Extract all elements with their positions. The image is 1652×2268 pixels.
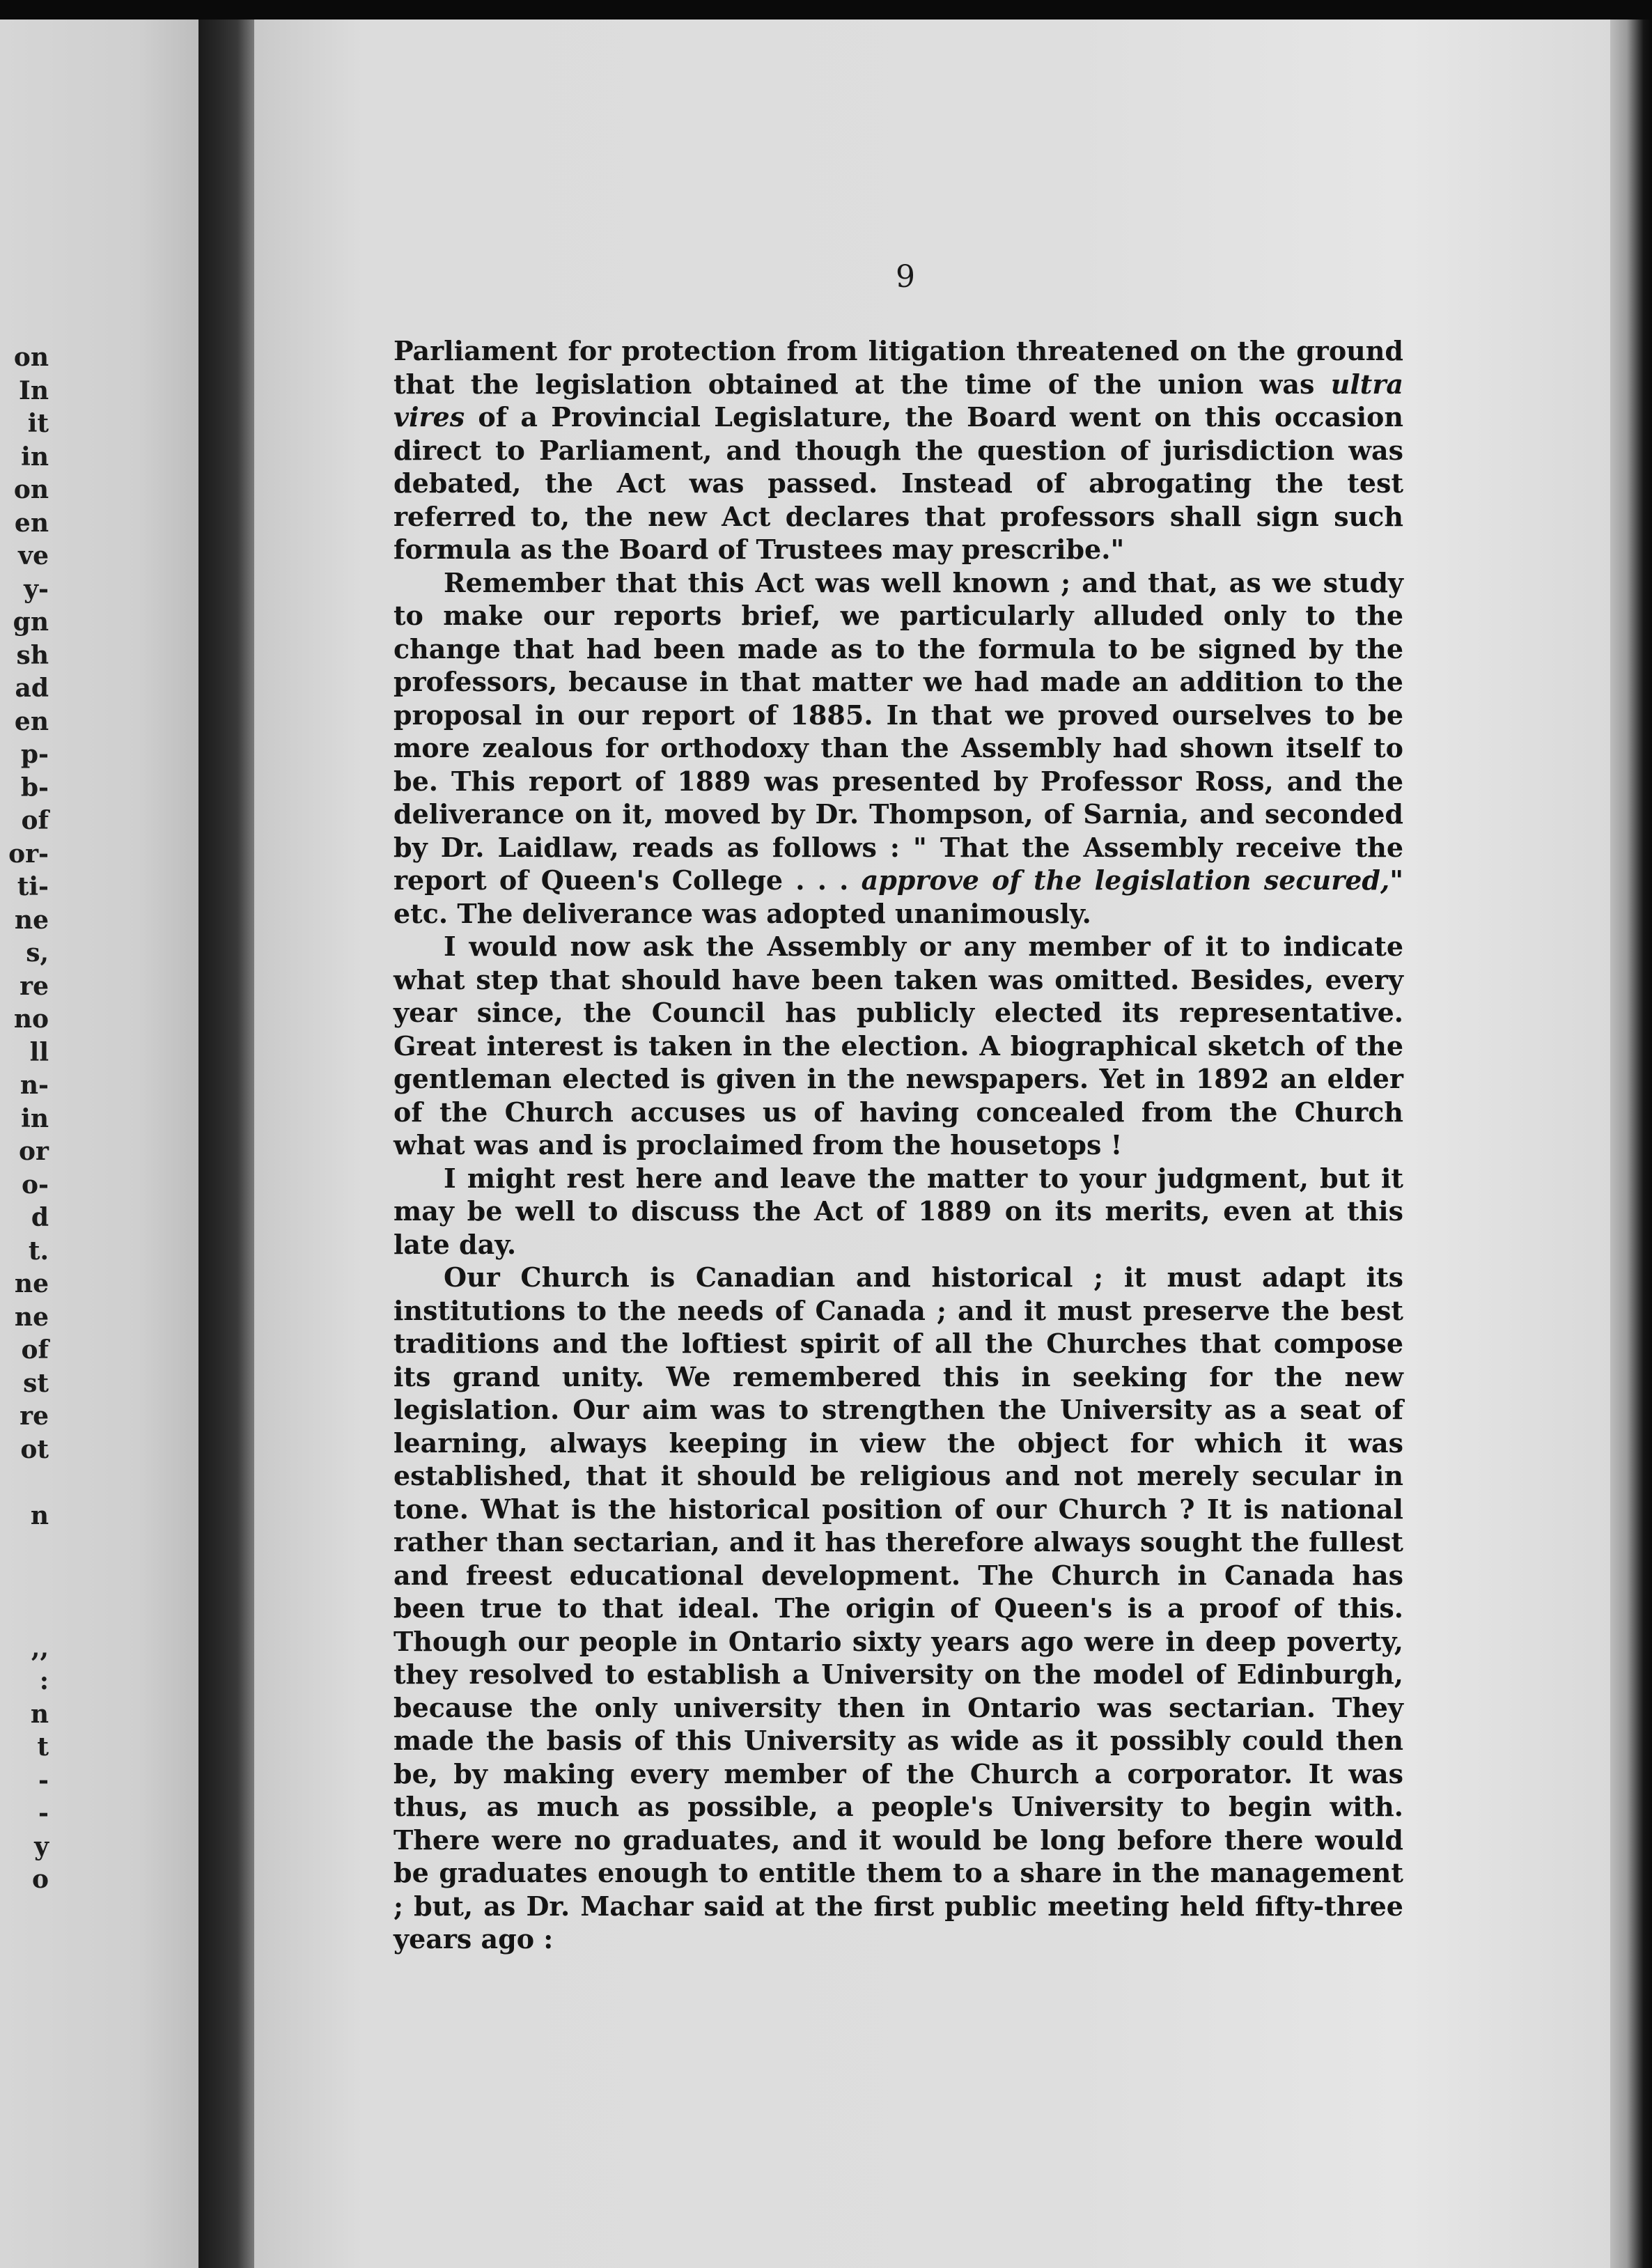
facing-page-fragment: - (38, 1765, 49, 1795)
facing-page-fragment: en (14, 508, 49, 538)
facing-page-fragment: st (23, 1368, 49, 1398)
facing-page-fragment: of (21, 1335, 49, 1365)
text-run: Parliament for protection from litigation threatened on the ground that the legislation obtained at the time of the union was (393, 335, 1403, 400)
facing-page-fragment: o- (22, 1170, 49, 1199)
facing-page-fragment: ad (15, 674, 49, 703)
facing-page-fragment: ll (29, 1037, 49, 1067)
facing-page-fragment: ne (14, 1269, 49, 1298)
facing-page-fragment: d (31, 1203, 49, 1232)
facing-page-fragment: or (19, 1137, 49, 1166)
facing-page-fragment: gn (13, 607, 49, 637)
facing-page-fragment: re (20, 971, 49, 1001)
facing-page-fragment (0, 1566, 49, 1599)
facing-page-fragment: s, (26, 938, 49, 968)
facing-page-fragment: - (38, 1799, 49, 1828)
facing-page-fragment: in (21, 1103, 49, 1133)
facing-page-fragment (0, 1599, 49, 1632)
facing-page-line-endings (0, 341, 49, 1897)
facing-page-fragment: y (34, 1831, 49, 1861)
body-text (393, 334, 1403, 1956)
page-number: 9 (896, 259, 915, 295)
paragraph (393, 1261, 1403, 1956)
text-run: I might rest here and leave the matter to your judgment, but it may be well to discuss the Act of 1889 on its merits, even at this late day. (393, 1162, 1403, 1260)
facing-page-fragment: in (21, 442, 49, 472)
facing-page-fragment: on (13, 343, 49, 372)
facing-page-fragment: p- (20, 740, 49, 769)
facing-page-fragment: n (30, 1699, 49, 1729)
facing-page-fragment (0, 1466, 49, 1500)
facing-page-fragment: t. (28, 1236, 49, 1266)
facing-page-fragment: ot (20, 1434, 49, 1464)
facing-page-fragment: n (30, 1500, 49, 1530)
facing-page-fragment: y- (24, 574, 49, 604)
facing-page-fragment: or- (8, 839, 49, 869)
facing-page-fragment: b- (20, 772, 49, 802)
facing-page-fragment: ,, (31, 1633, 49, 1663)
italic-phrase: ultra vires (393, 368, 1403, 433)
italic-phrase: approve of the legislation secured, (861, 864, 1390, 896)
facing-page-fragment: ne (14, 1302, 49, 1332)
page-right-edge (1610, 20, 1652, 2268)
facing-page-fragment: en (14, 706, 49, 736)
facing-page-fragment: of (21, 806, 49, 835)
facing-page-edge (0, 20, 198, 2268)
facing-page-fragment: ti- (17, 872, 49, 901)
facing-page-fragment: re (20, 1401, 49, 1431)
facing-page-fragment: sh (16, 640, 49, 670)
facing-page-fragment: it (27, 409, 49, 438)
facing-page-fragment: : (39, 1666, 49, 1695)
facing-page-fragment: o (31, 1865, 49, 1894)
facing-page-fragment: no (13, 1004, 49, 1034)
facing-page-fragment: on (13, 475, 49, 504)
text-run: of a Provincial Legislature, the Board went on this occasion direct to Parliament, and though the question of jurisdiction was debated, the Act was passed. Instead of abrogating the test referred to, the new Act declares that professors shall sign such formula as the Board of Trustees may prescribe." (393, 401, 1403, 565)
scan-top-border (0, 0, 1652, 20)
text-run: " etc. The deliverance was adopted unanimously. (393, 864, 1404, 929)
text-run: I would now ask the Assembly or any member of it to indicate what step that should have been taken was omitted. Besides, every year since, the Council has publicly elected its representative. Great interest is taken in the election. A biographical sketch of the gentleman elected is given in the newspapers. Yet in 1892 an elder of the Church accuses us of having concealed from the Church what was and is proclaimed from the housetops ! (393, 931, 1403, 1160)
paragraph (393, 334, 1403, 566)
book-gutter (198, 20, 254, 2268)
facing-page-fragment (0, 1532, 49, 1566)
paragraph (393, 566, 1403, 931)
facing-page-fragment: ve (18, 541, 49, 570)
facing-page-fragment: n- (20, 1071, 49, 1100)
facing-page-fragment: ne (14, 905, 49, 935)
paragraph (393, 930, 1403, 1162)
text-run: Remember that this Act was well known ; and that, as we study to make our reports brief, we particularly alluded only to the change that had been made as to the formula to be signed by the professors, because in that matter we had made an addition to the proposal in our report of 1885. In that we proved ourselves to be more zealous for orthodoxy than the Assembly had shown itself to be. This report of 1889 was presented by Professor Ross, and the deliverance on it, moved by Dr. Thompson, of Sarnia, and seconded by Dr. Laidlaw, reads as follows : " That the Assembly receive the report of Queen's College . . . (393, 566, 1403, 896)
facing-page-fragment: t (37, 1732, 49, 1762)
facing-page-fragment: In (18, 375, 49, 405)
text-run: Our Church is Canadian and historical ; it must adapt its institutions to the needs of Canada ; and it must preserve the best traditions and the loftiest spirit of all the Churches that compose its grand unity. We remembered this in seeking for the new legislation. Our aim was to strengthen the University as a seat of learning, always keeping in view the object for which it was established, that it should be religious and not merely secular in tone. What is the historical position of our Church ? It is national rather than sectarian, and it has therefore always sought the fullest and freest educational development. The Church in Canada has been true to that ideal. The origin of Queen's is a proof of this. Though our people in Ontario sixty years ago were in deep poverty, they resolved to establish a University on the model of Edinburgh, because the only university then in Ontario was sectarian. They made the basis of this University as wide as it possibly could then be, by making every member of the Church a corporator. It was thus, as much as possible, a people's University to begin with. There were no graduates, and it would be long before there would be graduates enough to entitle them to a share in the management ; but, as Dr. Machar said at the first public meeting held fifty-three years ago : (393, 1261, 1403, 1955)
paragraph (393, 1162, 1403, 1261)
